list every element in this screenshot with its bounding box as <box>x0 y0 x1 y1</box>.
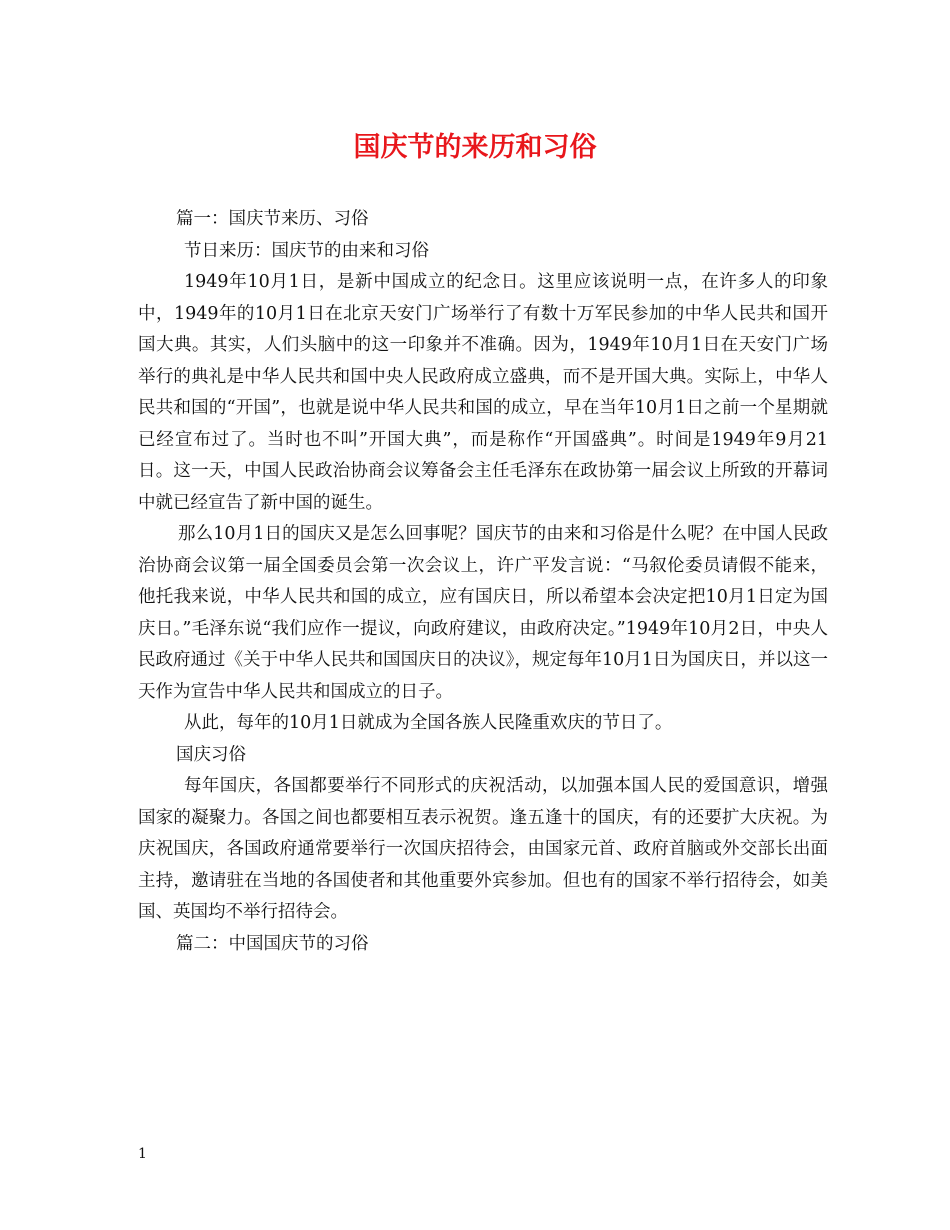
paragraph-3: 从此，每年的10月1日就成为全国各族人民隆重欢庆的节日了。 <box>184 713 673 733</box>
document-body <box>138 204 828 960</box>
section-2-heading: 篇二：中国国庆节的习俗 <box>176 933 369 954</box>
paragraph-1: 1949年10月1日，是新中国成立的纪念日。这里应该说明一点，在许多人的印象中，1949年的10月1日在北京天安门广场举行了有数十万军民参加的中华人民共和国开国大典。其实，人们头脑中的这一印象并不准确。因为，1949年10月1日在天安门广场举行的典礼是中华人民共和国中央人民政府成立盛典，而不是开国大典。实际上，中华人民共和国的“开国”，也就是说中华人民共和国的成立，早在当年10月1日之前一个星期就已经宣布过了。当时也不叫”开国大典”，而是称作“开国盛典”。时间是1949年9月21日。这一天，中国人民政治协商会议筹备会主任毛泽东在政协第一届会议上所致的开幕词中就已经宣告了新中国的诞生。 <box>138 272 828 513</box>
subheading-customs: 国庆习俗 <box>176 744 246 765</box>
document-title: 国庆节的来历和习俗 <box>353 132 597 163</box>
subheading-origin: 节日来历：国庆节的由来和习俗 <box>184 240 429 261</box>
section-1-heading: 篇一：国庆节来历、习俗 <box>176 209 369 229</box>
paragraph-2: 那么10月1日的国庆又是怎么回事呢？国庆节的由来和习俗是什么呢？在中国人民政治协商会议第一届全国委员会第一次会议上，许广平发言说：“马叙伦委员请假不能来，他托我来说，中华人民共和国的成立，应有国庆日，所以希望本会决定把10月1日定为国庆日。”毛泽东说“我们应作一提议，向政府建议，由政府决定。”1949年10月2日，中央人民政府通过《关于中华人民共和国国庆日的决议》，规定每年10月1日为国庆日，并以这一天作为宣告中华人民共和国成立的日子。 <box>138 524 828 702</box>
page-number: 1 <box>138 1146 147 1162</box>
paragraph-4: 每年国庆，各国都要举行不同形式的庆祝活动，以加强本国人民的爱国意识，增强国家的凝聚力。各国之间也都要相互表示祝贺。逢五逢十的国庆，有的还要扩大庆祝。为庆祝国庆，各国政府通常要举行一次国庆招待会，由国家元首、政府首脑或外交部长出面主持，邀请驻在当地的各国使者和其他重要外宾参加。但也有的国家不举行招待会，如美国、英国均不举行招待会。 <box>138 776 828 922</box>
